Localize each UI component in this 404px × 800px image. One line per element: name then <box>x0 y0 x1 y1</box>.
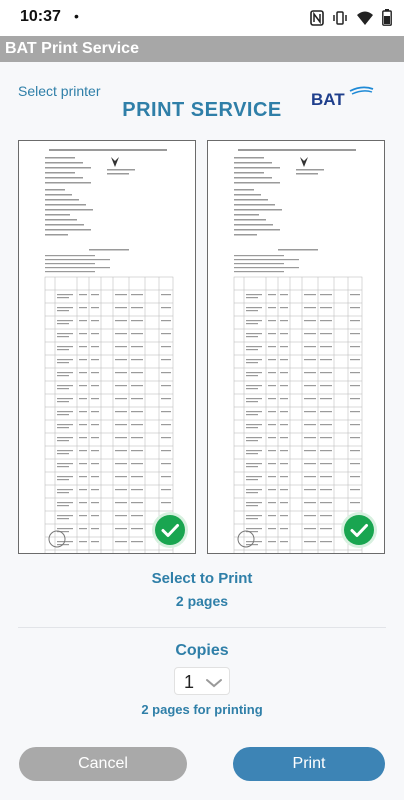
notification-dot: • <box>74 8 79 24</box>
cancel-button[interactable]: Cancel <box>19 747 187 781</box>
app-title: BAT Print Service <box>5 40 139 57</box>
vibrate-icon <box>332 10 348 31</box>
bat-logo-text: BAT <box>311 90 345 109</box>
chevron-down-icon <box>205 676 223 694</box>
status-bar <box>0 0 404 36</box>
nfc-icon <box>310 10 324 31</box>
app-bar <box>0 36 404 62</box>
copies-value: 1 <box>184 672 195 692</box>
select-to-print-label: Select to Print <box>151 570 253 587</box>
copies-label: Copies <box>175 642 229 659</box>
selection-summary <box>0 570 404 609</box>
document-thumbnail <box>19 141 196 554</box>
select-printer-link[interactable]: Select printer <box>18 83 101 99</box>
pages-for-printing: 2 pages for printing <box>141 702 263 717</box>
page-preview-1[interactable] <box>18 140 196 554</box>
divider <box>18 627 386 628</box>
print-button[interactable]: Print <box>233 747 385 781</box>
selected-check-icon[interactable] <box>155 515 185 545</box>
bat-logo <box>310 85 374 109</box>
battery-icon <box>382 9 392 31</box>
selected-check-icon[interactable] <box>344 515 374 545</box>
document-thumbnail <box>208 141 385 554</box>
page-title: PRINT SERVICE <box>122 99 282 121</box>
selected-pages-count: 2 pages <box>175 593 229 609</box>
status-icons <box>310 9 392 31</box>
copies-dropdown[interactable] <box>174 667 230 695</box>
wifi-icon <box>356 10 374 31</box>
status-time: 10:37 <box>20 8 61 25</box>
page-preview-2[interactable] <box>207 140 385 554</box>
